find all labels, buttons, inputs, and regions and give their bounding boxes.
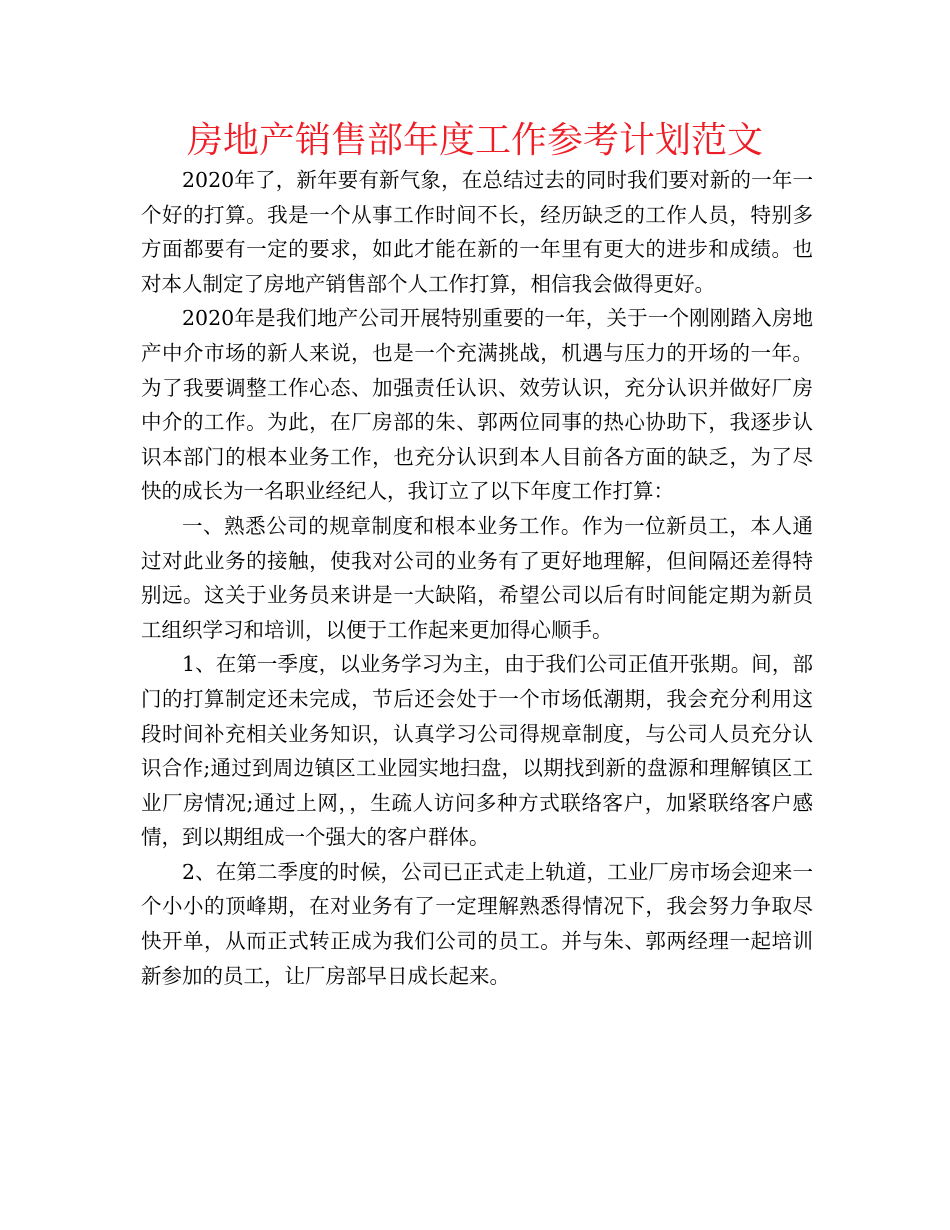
paragraph-quarter-one: 1、在第一季度，以业务学习为主，由于我们公司正值开张期。间，部门的打算制定还未完成，节后还会处于一个市场低潮期，我会充分利用这段时间补充相关业务知识，认真学习公司得规章制度，与公司人员充分认识合作;通过到周边镇区工业园实地扫盘，以期找到新的盘源和理解镇区工业厂房情况;通过上网，，生疏人访问多种方式联络客户，加紧联络客户感情，到以期组成一个强大的客户群体。	[141, 652, 813, 850]
paragraph-intro: 2020年了，新年要有新气象，在总结过去的同时我们要对新的一年一个好的打算。我是一个从事工作时间不长，经历缺乏的工作人员，特别多方面都要有一定的要求，如此才能在新的一年里有更大的进步和成绩。也对本人制定了房地产销售部个人工作打算，相信我会做得更好。	[141, 168, 813, 296]
document-body	[141, 163, 813, 993]
paragraph-section-one: 一、熟悉公司的规章制度和根本业务工作。作为一位新员工，本人通过对此业务的接触，使我对公司的业务有了更好地理解，但间隔还差得特别远。这关于业务员来讲是一大缺陷，希望公司以后有时间能定期为新员工组织学习和培训，以便于工作起来更加得心顺手。	[141, 513, 813, 642]
document-title: 房地产销售部年度工作参考计划范文	[186, 120, 763, 161]
paragraph-quarter-two: 2、在第二季度的时候，公司已正式走上轨道，工业厂房市场会迎来一个小小的顶峰期，在对业务有了一定理解熟悉得情况下，我会努力争取尽快开单，从而正式转正成为我们公司的员工。并与朱、郭两经理一起培训新参加的员工，让厂房部早日成长起来。	[141, 859, 813, 988]
paragraph-background: 2020年是我们地产公司开展特别重要的一年，关于一个刚刚踏入房地产中介市场的新人来说，也是一个充满挑战，机遇与压力的开场的一年。为了我要调整工作心态、加强责任认识、效劳认识，充分认识并做好厂房中介的工作。为此，在厂房部的朱、郭两位同事的热心协助下，我逐步认识本部门的根本业务工作，也充分认识到本人目前各方面的缺乏，为了尽快的成长为一名职业经纪人，我订立了以下年度工作打算：	[141, 306, 813, 504]
